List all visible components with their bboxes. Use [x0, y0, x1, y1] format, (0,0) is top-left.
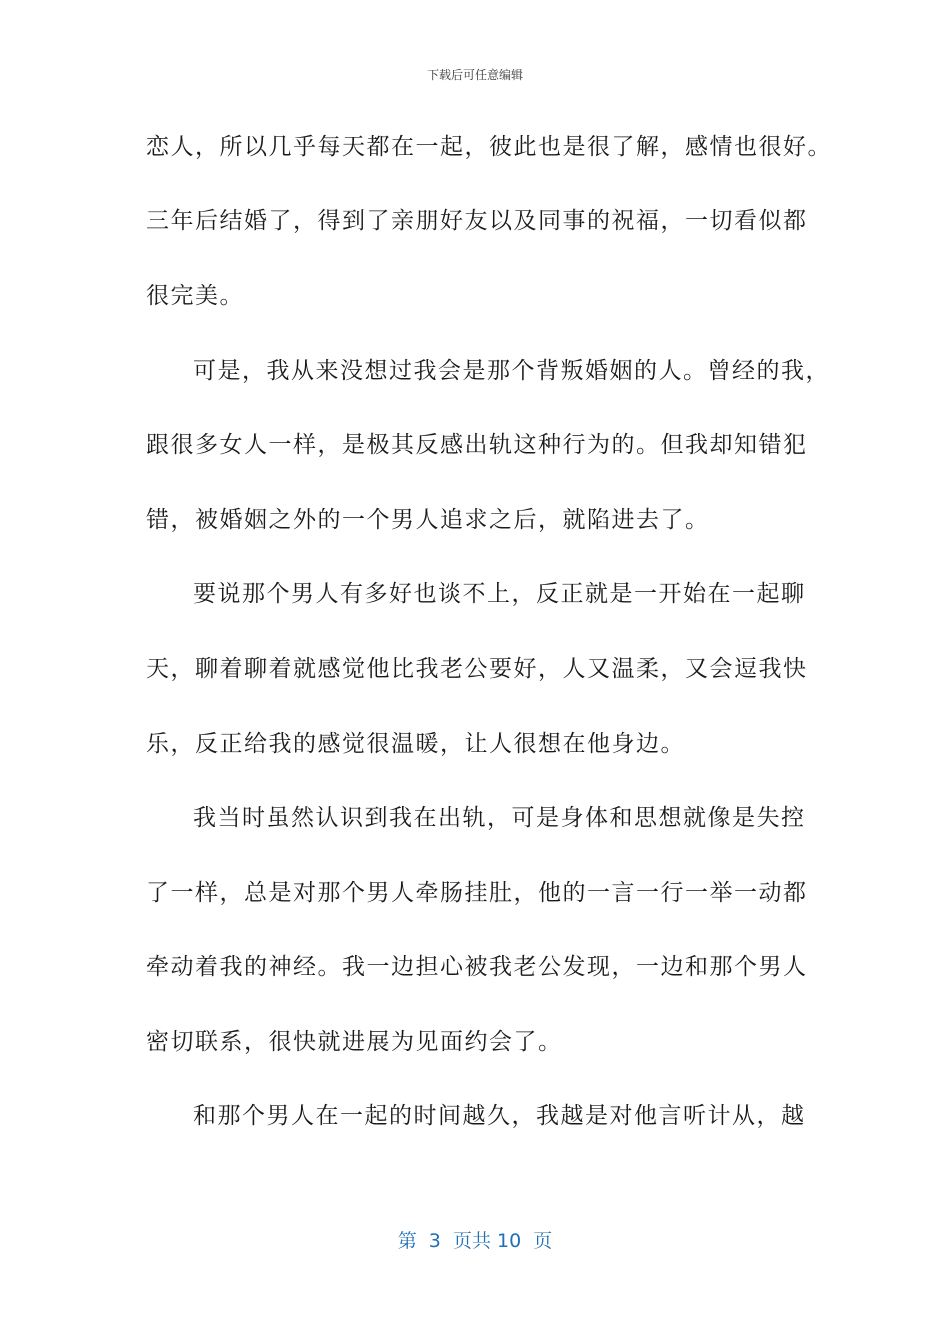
text-line: 密切联系，很快就进展为见面约会了。: [146, 1029, 563, 1055]
text-line: 很完美。: [146, 283, 244, 309]
paragraph-first-line: 和那个男人在一起的时间越久，我越是对他言听计从，越: [193, 1103, 806, 1129]
text-line: 恋人，所以几乎每天都在一起，彼此也是很了解，感情也很好。: [146, 134, 832, 160]
paragraph-first-line: 要说那个男人有多好也谈不上，反正就是一开始在一起聊: [193, 581, 806, 607]
text-line: 牵动着我的神经。我一边担心被我老公发现，一边和那个男人: [146, 954, 808, 980]
paragraph-first-line: 可是，我从来没想过我会是那个背叛婚姻的人。曾经的我，: [193, 358, 830, 384]
text-line: 了一样，总是对那个男人牵肠挂肚，他的一言一行一举一动都: [146, 880, 808, 906]
page-indicator: 第 3 页共 10 页: [397, 1230, 553, 1252]
paragraph-first-line: 我当时虽然认识到我在出轨，可是身体和思想就像是失控: [193, 805, 806, 831]
text-line: 错，被婚姻之外的一个男人追求之后，就陷进去了。: [146, 507, 710, 533]
text-line: 天，聊着聊着就感觉他比我老公要好，人又温柔，又会逗我快: [146, 656, 808, 682]
header-note: 下载后可任意编辑: [426, 68, 523, 82]
text-line: 乐，反正给我的感觉很温暖，让人很想在他身边。: [146, 731, 685, 757]
text-line: 三年后结婚了，得到了亲朋好友以及同事的祝福，一切看似都: [146, 208, 808, 234]
text-line: 跟很多女人一样，是极其反感出轨这种行为的。但我却知错犯: [146, 432, 808, 458]
